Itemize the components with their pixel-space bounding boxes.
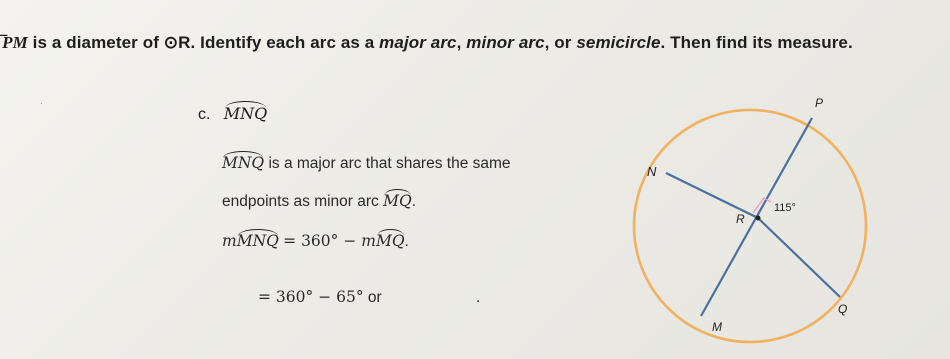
radius-rq: [758, 218, 840, 297]
instruction-part-4: . Then find its measure.: [660, 33, 853, 52]
or-word: or: [367, 289, 382, 306]
equation-part: = 360° −: [283, 232, 362, 250]
line2-text: endpoints as minor arc: [222, 193, 379, 210]
arc-mnq: MNQ: [222, 151, 264, 172]
measure-m-2: m: [361, 232, 376, 250]
term-minor-arc: minor arc: [466, 33, 545, 52]
term-semicircle: semicircle: [576, 33, 661, 52]
circle-symbol: ⊙R: [163, 33, 191, 52]
period: .: [411, 193, 417, 210]
equation-step: = 360° − 65°: [258, 288, 364, 306]
instruction-part-1: is a diameter of: [32, 33, 159, 52]
part-letter: c.: [198, 106, 211, 123]
arc-mnq-label: MNQ: [224, 101, 268, 123]
arc-mq-measure: MQ: [376, 229, 405, 250]
point-p-label: P: [815, 96, 824, 110]
measure-m: m: [222, 232, 237, 250]
point-q-label: Q: [838, 302, 848, 316]
instruction-part-3: , or: [544, 33, 572, 52]
period: .: [404, 233, 409, 250]
center-point: [756, 216, 761, 221]
comma: ,: [456, 33, 462, 52]
segment-pm: ̅PM: [2, 33, 28, 52]
angle-label: 115°: [774, 202, 796, 214]
arc-mnq-measure: MNQ: [237, 229, 279, 250]
trailing-dot: .: [476, 289, 481, 306]
faint-mark: ·: [40, 98, 43, 108]
circle-r: [634, 110, 866, 342]
line1-text: is a major arc that shares the same: [268, 155, 511, 172]
instruction-part-2: . Identify each arc as a: [190, 33, 375, 52]
term-major-arc: major arc: [379, 33, 457, 52]
point-n-label: N: [647, 164, 657, 179]
point-m-label: M: [712, 320, 722, 334]
arc-mq: MQ: [383, 189, 412, 210]
point-r-label: R: [736, 212, 745, 226]
